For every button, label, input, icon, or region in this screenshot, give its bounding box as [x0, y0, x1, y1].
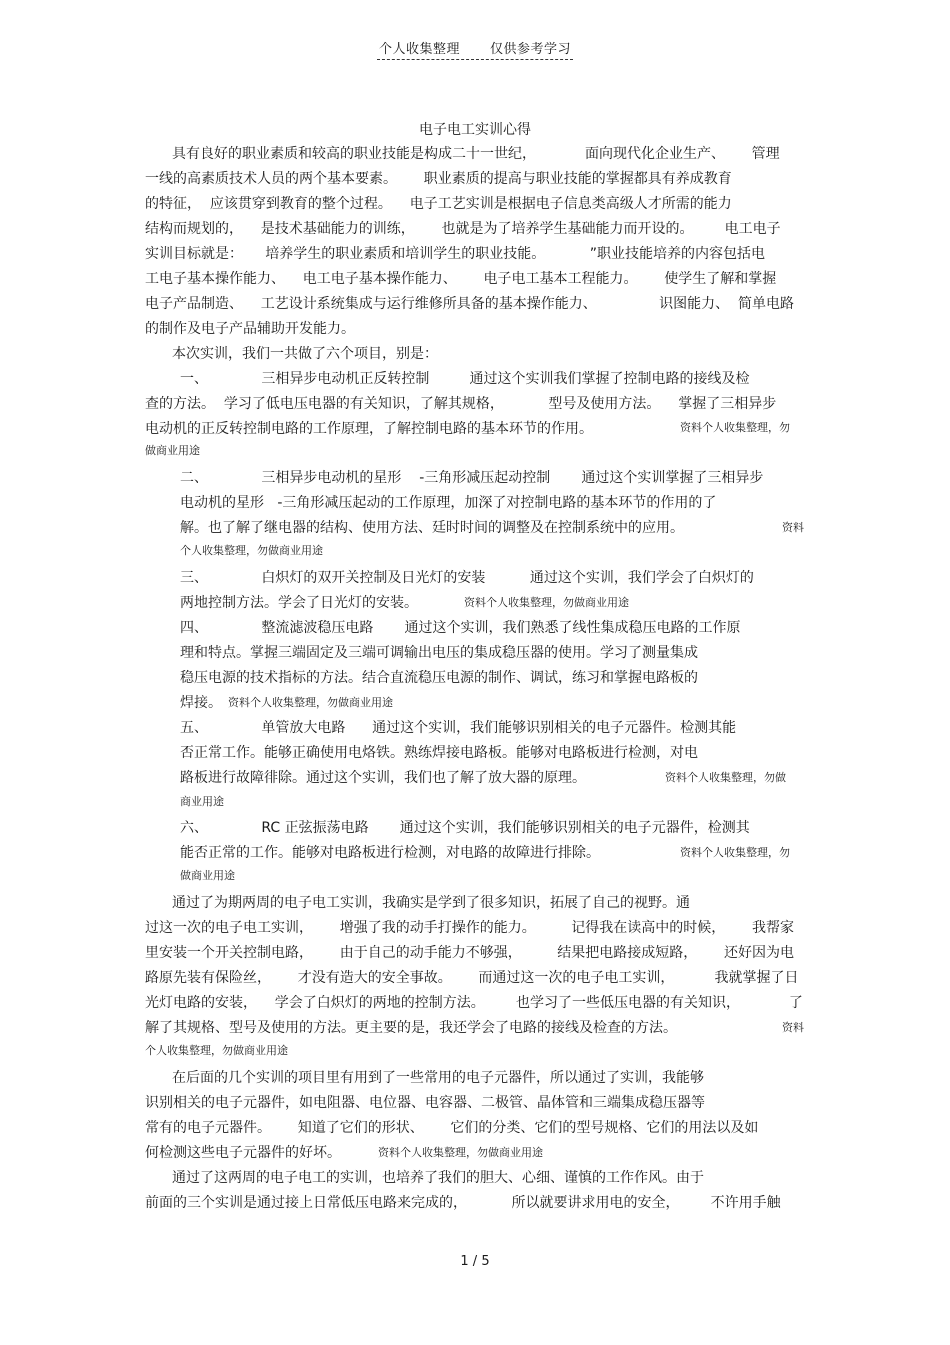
project-1-line: 电动机的正反转控制电路的工作原理，了解控制电路的基本环节的作用。 [145, 421, 593, 437]
header-right-text: 仅供参考学习 [490, 42, 572, 57]
body-line: 工电子基本操作能力、 电工电子基本操作能力、 电子电工基本工程能力。 使学生了解和掌握 [145, 271, 777, 287]
body-line: 本次实训，我们一共做了六个项目，别是： [172, 346, 438, 362]
project-3-line: 三、 白炽灯的双开关控制及日光灯的安装 通过这个实训，我们学会了白炽灯的 [180, 570, 754, 586]
body-line: 结构而规划的， 是技术基础能力的训练， 也就是为了培养学生基础能力而开设的。 电工电子 [145, 221, 781, 237]
body-line: 电子产品制造、 工艺设计系统集成与运行维修所具备的基本操作能力、 识图能力、 简单电路 [145, 296, 795, 312]
body-line: 一线的高素质技术人员的两个基本要素。 职业素质的提高与职业技能的掌握都具有养成教育 [145, 171, 732, 187]
watermark-note: 资料个人收集整理，勿做商业用途 [464, 596, 629, 609]
body-line: 光灯电路的安装， 学会了白炽灯的两地的控制方法。 也学习了一些低压电器的有关知识， 了 [145, 995, 803, 1011]
body-line: 何检测这些电子元器件的好坏。 [145, 1145, 341, 1161]
body-line: 过这一次的电子电工实训， 增强了我的动手打操作的能力。 记得我在读高中的时候， 我帮家 [145, 920, 795, 936]
page-number: 1 / 5 [460, 1254, 490, 1269]
watermark-note: 资料个人收集整理，勿 [680, 846, 790, 859]
project-3-line: 两地控制方法。学会了日光灯的安装。 [180, 595, 418, 611]
body-line: 识别相关的电子元器件，如电阻器、电位器、电容器、二极管、晶体管和三端集成稳压器等 [145, 1095, 705, 1111]
watermark-note: 个人收集整理，勿做商业用途 [145, 1044, 288, 1057]
project-5-line: 五、 单管放大电路 通过这个实训，我们能够识别相关的电子元器件。检测其能 [180, 720, 737, 736]
body-line: 的制作及电子产品辅助开发能力。 [145, 321, 355, 337]
body-line: 的特征， 应该贯穿到教育的整个过程。 电子工艺实训是根据电子信息类高级人才所需的能力 [145, 196, 732, 212]
project-1-line: 一、 三相异步电动机正反转控制 通过这个实训我们掌握了控制电路的接线及检 [180, 371, 750, 387]
body-line: 前面的三个实训是通过接上日常低压电路来完成的， 所以就要讲求用电的安全， 不许用手触 [145, 1195, 781, 1211]
body-line: 常有的电子元器件。 知道了它们的形状、 它们的分类、它们的型号规格、它们的用法以及如 [145, 1120, 759, 1136]
watermark-note: 做商业用途 [180, 869, 235, 882]
project-2-line: 二、 三相异步电动机的星形 -三角形减压起动控制 通过这个实训掌握了三相异步 [180, 470, 764, 486]
watermark-note: 资料 [782, 1021, 804, 1034]
watermark-note: 资料个人收集整理，勿 [680, 421, 790, 434]
project-4-line: 焊接。 [180, 695, 222, 711]
watermark-note: 资料 [782, 521, 804, 534]
body-line: 通过了这两周的电子电工的实训，也培养了我们的胆大、心细、谨慎的工作作风。由于 [172, 1170, 704, 1186]
document-title: 电子电工实训心得 [419, 122, 531, 138]
body-line: 具有良好的职业素质和较高的职业技能是构成二十一世纪， 面向现代化企业生产、 管理 [172, 146, 780, 162]
watermark-note: 商业用途 [180, 795, 224, 808]
project-4-line: 稳压电源的技术指标的方法。结合直流稳压电源的制作、调试，练习和掌握电路板的 [180, 670, 698, 686]
body-line: 通过了为期两周的电子电工实训，我确实是学到了很多知识，拓展了自己的视野。通 [172, 895, 690, 911]
project-4-line: 理和特点。掌握三端固定及三端可调输出电压的集成稳压器的使用。学习了测量集成 [180, 645, 698, 661]
project-4-line: 四、 整流滤波稳压电路 通过这个实训，我们熟悉了线性集成稳压电路的工作原 [180, 620, 741, 636]
header-rule [377, 38, 573, 60]
project-2-line: 电动机的星形 -三角形减压起动的工作原理，加深了对控制电路的基本环节的作用的了 [180, 495, 717, 511]
header-left-text: 个人收集整理 [378, 42, 460, 57]
project-1-line: 查的方法。 学习了低电压电器的有关知识，了解其规格， 型号及使用方法。 掌握了三相异步 [145, 396, 777, 412]
page-header [0, 38, 950, 60]
project-2-line: 解。也了解了继电器的结构、使用方法、廷时时间的调整及在控制系统中的应用。 [180, 520, 684, 536]
project-6-line: 六、 RC 正弦振荡电路 通过这个实训，我们能够识别相关的电子元器件，检测其 [180, 820, 750, 836]
body-line: 在后面的几个实训的项目里有用到了一些常用的电子元器件，所以通过了实训，我能够 [172, 1070, 704, 1086]
watermark-note: 做商业用途 [145, 444, 200, 457]
body-line: 里安装一个开关控制电路， 由于自己的动手能力不够强， 结果把电路接成短路， 还好因为电 [145, 945, 795, 961]
body-line: 路原先装有保险丝， 才没有造大的安全事故。 而通过这一次的电子电工实训， 我就掌握了日 [145, 970, 799, 986]
watermark-note: 资料个人收集整理，勿做商业用途 [228, 696, 393, 709]
body-line: 解了其规格、型号及使用的方法。更主要的是，我还学会了电路的接线及检查的方法。 [145, 1020, 677, 1036]
project-5-line: 否正常工作。能够正确使用电烙铁。熟练焊接电路板。能够对电路板进行检测，对电 [180, 745, 698, 761]
watermark-note: 个人收集整理，勿做商业用途 [180, 544, 323, 557]
project-6-line: 能否正常的工作。能够对电路板进行检测，对电路的故障进行排除。 [180, 845, 600, 861]
body-line: 实训目标就是： 培养学生的职业素质和培训学生的职业技能。 ”职业技能培养的内容包括电 [145, 246, 766, 262]
watermark-note: 资料个人收集整理，勿做商业用途 [378, 1146, 543, 1159]
project-5-line: 路板进行故障徘除。通过这个实训，我们也了解了放大器的原理。 [180, 770, 586, 786]
watermark-note: 资料个人收集整理，勿做 [665, 771, 786, 784]
